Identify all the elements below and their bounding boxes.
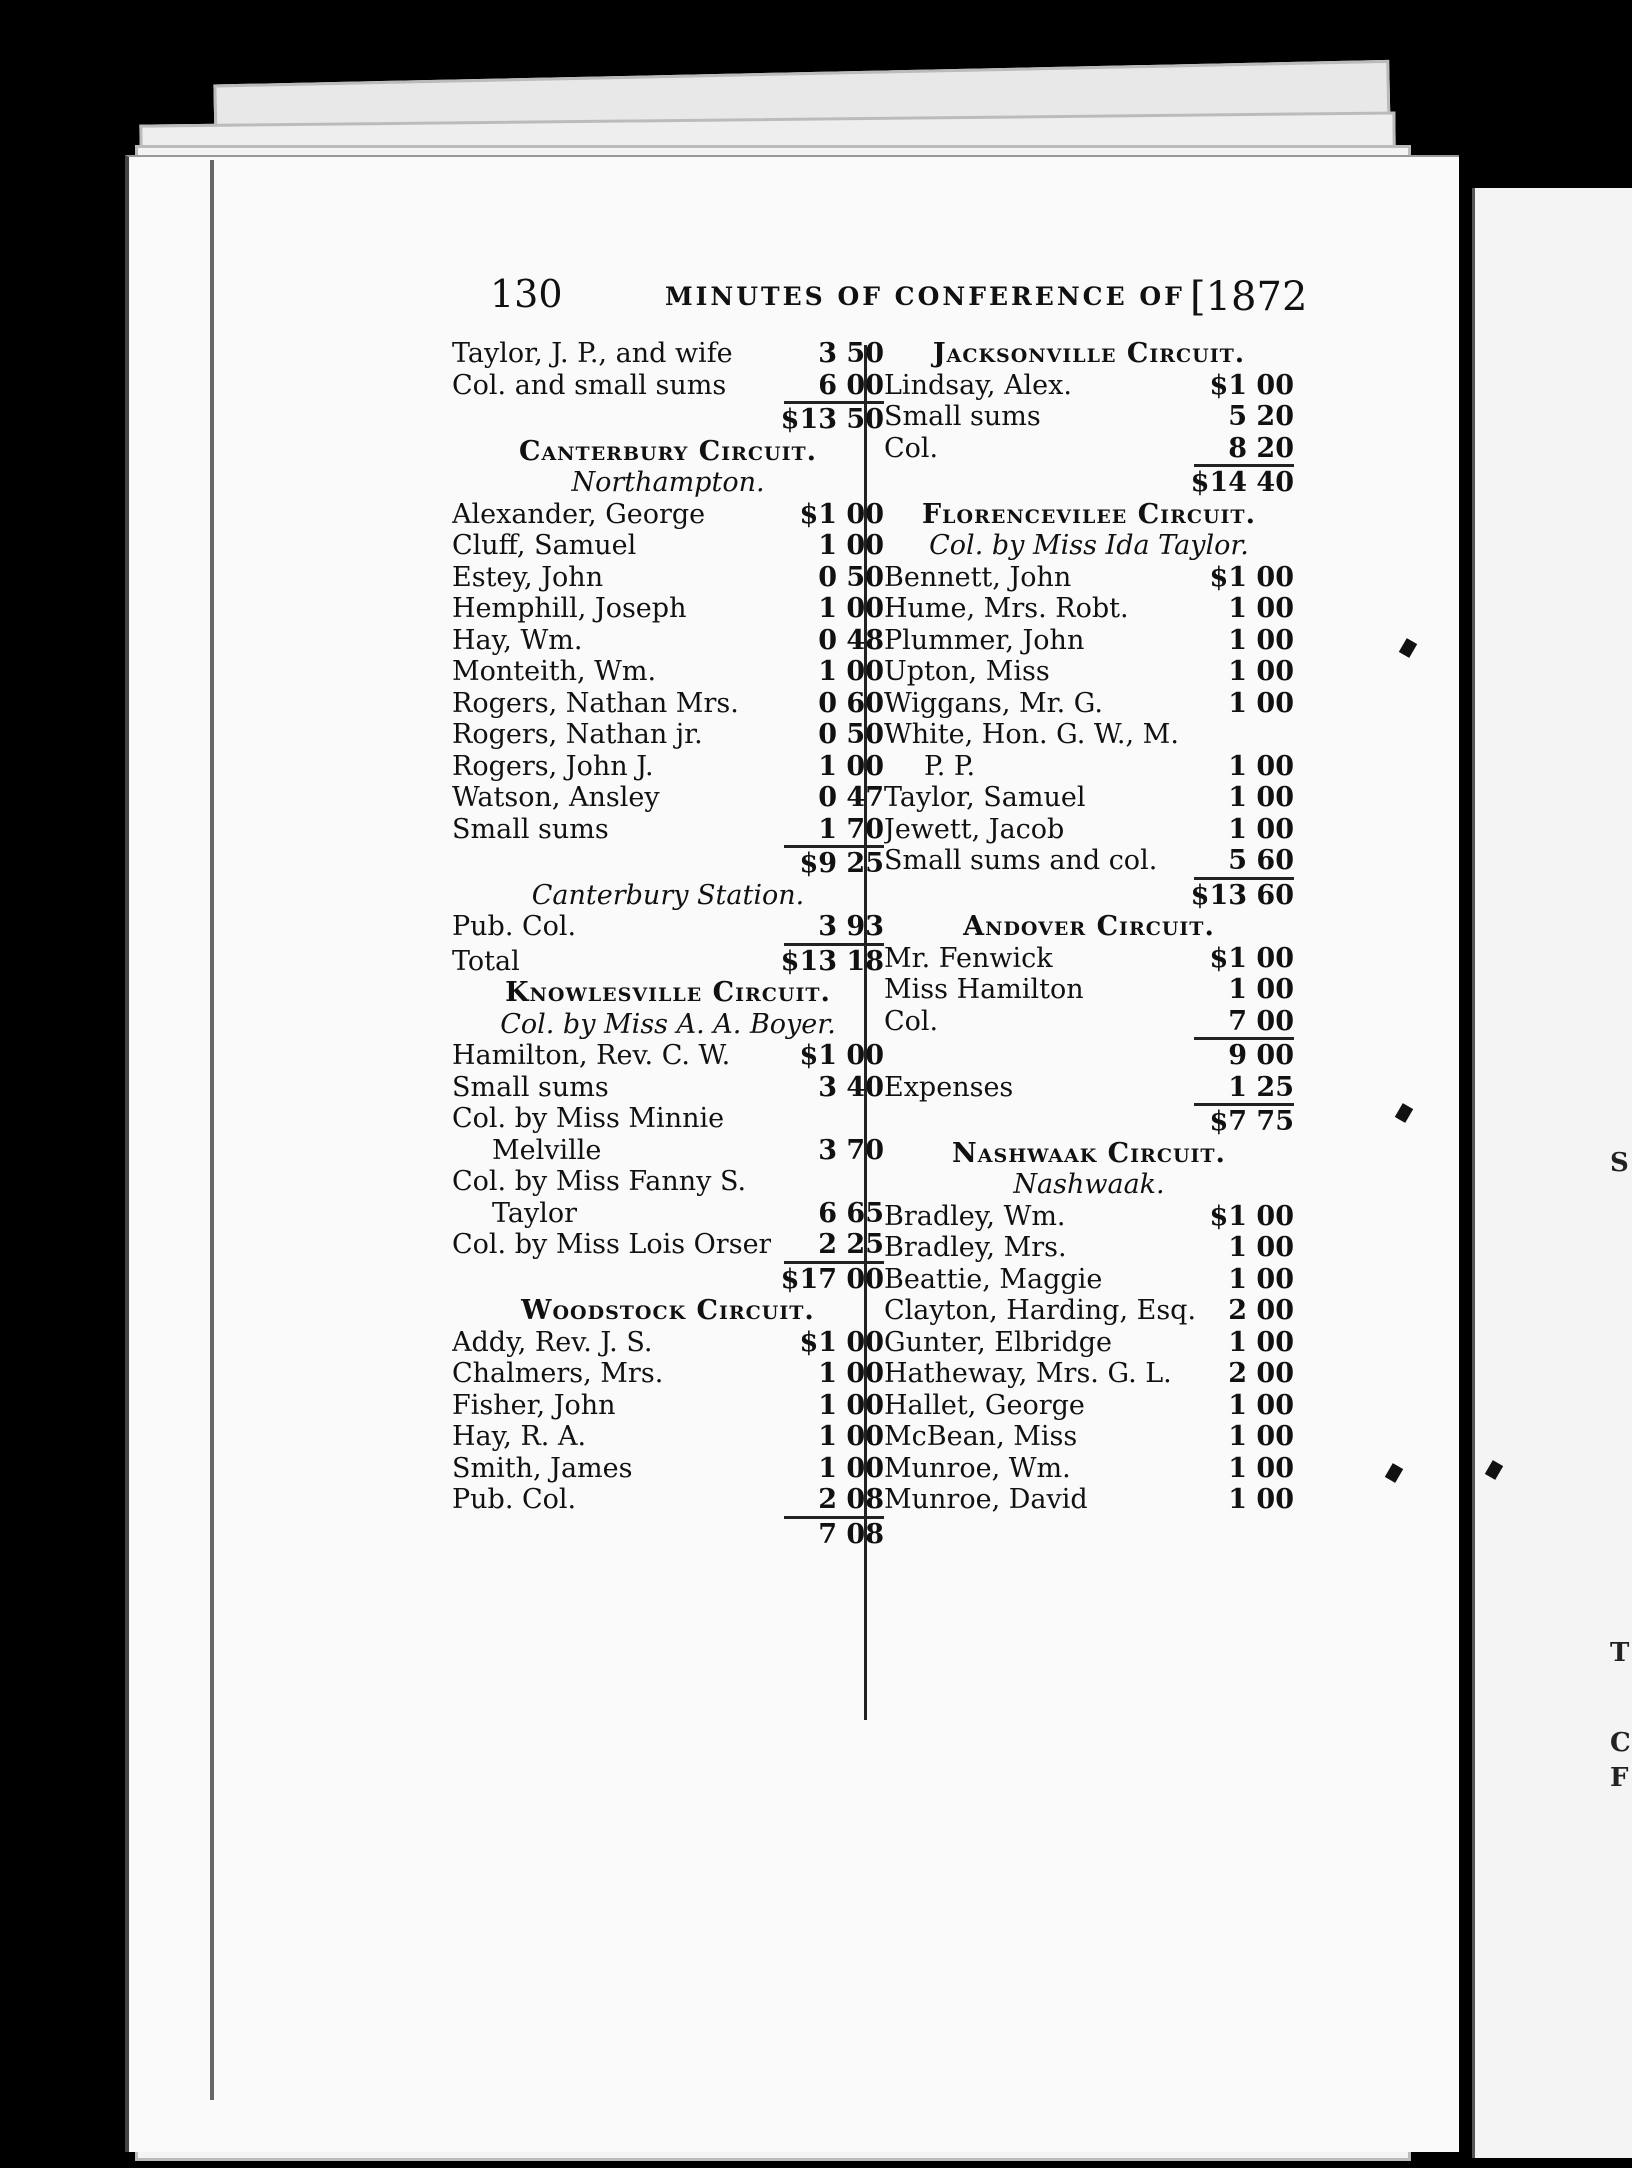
running-head: MINUTES OF CONFERENCE OF [665, 282, 1185, 311]
year-label: [1872 [1190, 274, 1308, 320]
section-heading: Knowlesville Circuit. [505, 977, 831, 1008]
list-item: Taylor 6 65 [492, 1197, 884, 1229]
facing-page-fragment: S [1610, 1148, 1629, 1178]
section-subheading: Nashwaak. [1013, 1169, 1165, 1200]
list-item: Upton, Miss 1 00 [884, 656, 1294, 687]
list-item: Bennett, John $1 00 [884, 561, 1294, 593]
list-item: Alexander, George $1 00 [452, 498, 884, 530]
list-item: Small sums 3 40 [452, 1071, 884, 1103]
facing-page-fragment: T [1610, 1638, 1630, 1668]
list-item: McBean, Miss 1 00 [884, 1421, 1294, 1452]
total-row: 9 00 [1228, 1040, 1294, 1071]
section-heading: Florencevilee Circuit. [922, 498, 1256, 530]
total-row: $9 25 [799, 848, 884, 879]
left-column [452, 338, 884, 1550]
list-item: Lindsay, Alex. $1 00 [884, 369, 1294, 401]
total-row: $13 50 [780, 404, 884, 435]
total-row: 7 08 [818, 1518, 884, 1550]
list-item: Col. 7 00 [884, 1005, 1294, 1037]
list-item: Col. by Miss Lois Orser 2 25 [452, 1229, 884, 1260]
list-item: Melville 3 70 [492, 1134, 884, 1166]
list-item: Jewett, Jacob 1 00 [884, 813, 1294, 845]
list-item: White, Hon. G. W., M. [884, 719, 1179, 750]
list-item: Miss Hamilton 1 00 [884, 974, 1294, 1005]
list-item: Estey, John 0 50 [452, 561, 884, 593]
section-heading: Nashwaak Circuit. [952, 1137, 1226, 1169]
list-item: Hemphill, Joseph 1 00 [452, 593, 884, 624]
list-item: Monteith, Wm. 1 00 [452, 656, 884, 687]
page-number: 130 [490, 272, 563, 316]
list-item: Rogers, Nathan jr. 0 50 [452, 719, 884, 750]
total-row: $14 40 [1190, 467, 1294, 498]
list-item: Munroe, David 1 00 [884, 1484, 1294, 1515]
section-heading: Canterbury Circuit. [518, 435, 818, 467]
section-subheading: Col. by Miss Ida Taylor. [929, 530, 1249, 561]
right-column [884, 338, 1294, 1516]
list-item: Col. 8 20 [884, 432, 1294, 464]
list-item: Gunter, Elbridge 1 00 [884, 1326, 1294, 1358]
list-item: Cluff, Samuel 1 00 [452, 530, 884, 561]
list-item: Hatheway, Mrs. G. L. 2 00 [884, 1358, 1294, 1389]
section-subheading: Col. by Miss A. A. Boyer. [500, 1008, 836, 1040]
list-item: Hume, Mrs. Robt. 1 00 [884, 593, 1294, 624]
list-item: Hamilton, Rev. C. W. $1 00 [452, 1040, 884, 1071]
page-header [490, 272, 1308, 332]
list-item: Small sums and col. 5 60 [884, 845, 1294, 876]
total-row: $17 00 [780, 1263, 884, 1295]
list-item: Plummer, John 1 00 [884, 624, 1294, 656]
list-item: Chalmers, Mrs. 1 00 [452, 1358, 884, 1389]
list-item: Col. by Miss Minnie [452, 1103, 725, 1134]
list-item: Wiggans, Mr. G. 1 00 [884, 687, 1294, 719]
list-item: Col. by Miss Fanny S. [452, 1166, 747, 1197]
list-item: Bradley, Wm. $1 00 [884, 1200, 1294, 1232]
list-item: Expenses 1 25 [884, 1071, 1294, 1103]
list-item: Rogers, John J. 1 00 [452, 750, 884, 782]
list-item: Hallet, George 1 00 [884, 1389, 1294, 1421]
list-item: Pub. Col. 2 08 [452, 1484, 884, 1515]
section-heading: Jacksonville Circuit. [932, 338, 1246, 369]
list-item: Mr. Fenwick $1 00 [884, 942, 1294, 974]
total-row: Total $13 18 [452, 945, 884, 977]
list-item: Hay, R. A. 1 00 [452, 1421, 884, 1452]
list-item: Taylor, Samuel 1 00 [884, 782, 1294, 813]
list-item: Small sums 1 70 [452, 813, 884, 845]
list-item: Smith, James 1 00 [452, 1452, 884, 1484]
facing-page-fragment: F [1610, 1763, 1629, 1793]
list-item: Rogers, Nathan Mrs. 0 60 [452, 687, 884, 719]
list-item: Small sums 5 20 [884, 401, 1294, 432]
list-item: Col. and small sums 6 00 [452, 369, 884, 401]
list-item: Clayton, Harding, Esq. 2 00 [884, 1295, 1294, 1326]
list-item: Addy, Rev. J. S. $1 00 [452, 1326, 884, 1358]
page-edge-line [210, 160, 214, 2100]
list-item: Hay, Wm. 0 48 [452, 624, 884, 656]
list-item: Fisher, John 1 00 [452, 1389, 884, 1421]
section-heading: Woodstock Circuit. [521, 1295, 815, 1326]
list-item: Beattie, Maggie 1 00 [884, 1263, 1294, 1295]
facing-page-fragment: C [1610, 1728, 1631, 1758]
list-item: P. P. 1 00 [924, 750, 1294, 782]
list-item: Taylor, J. P., and wife 3 50 [452, 338, 884, 369]
list-item: Munroe, Wm. 1 00 [884, 1452, 1294, 1484]
section-heading: Andover Circuit. [963, 911, 1215, 942]
list-item: Watson, Ansley 0 47 [452, 782, 884, 813]
list-item: Bradley, Mrs. 1 00 [884, 1232, 1294, 1263]
section-subheading: Northampton. [571, 467, 765, 498]
facing-page [1472, 188, 1632, 2158]
total-row: $7 75 [1209, 1106, 1294, 1137]
section-subheading: Canterbury Station. [531, 879, 805, 911]
list-item: Pub. Col. 3 93 [452, 911, 884, 942]
total-row: $13 60 [1190, 879, 1294, 911]
